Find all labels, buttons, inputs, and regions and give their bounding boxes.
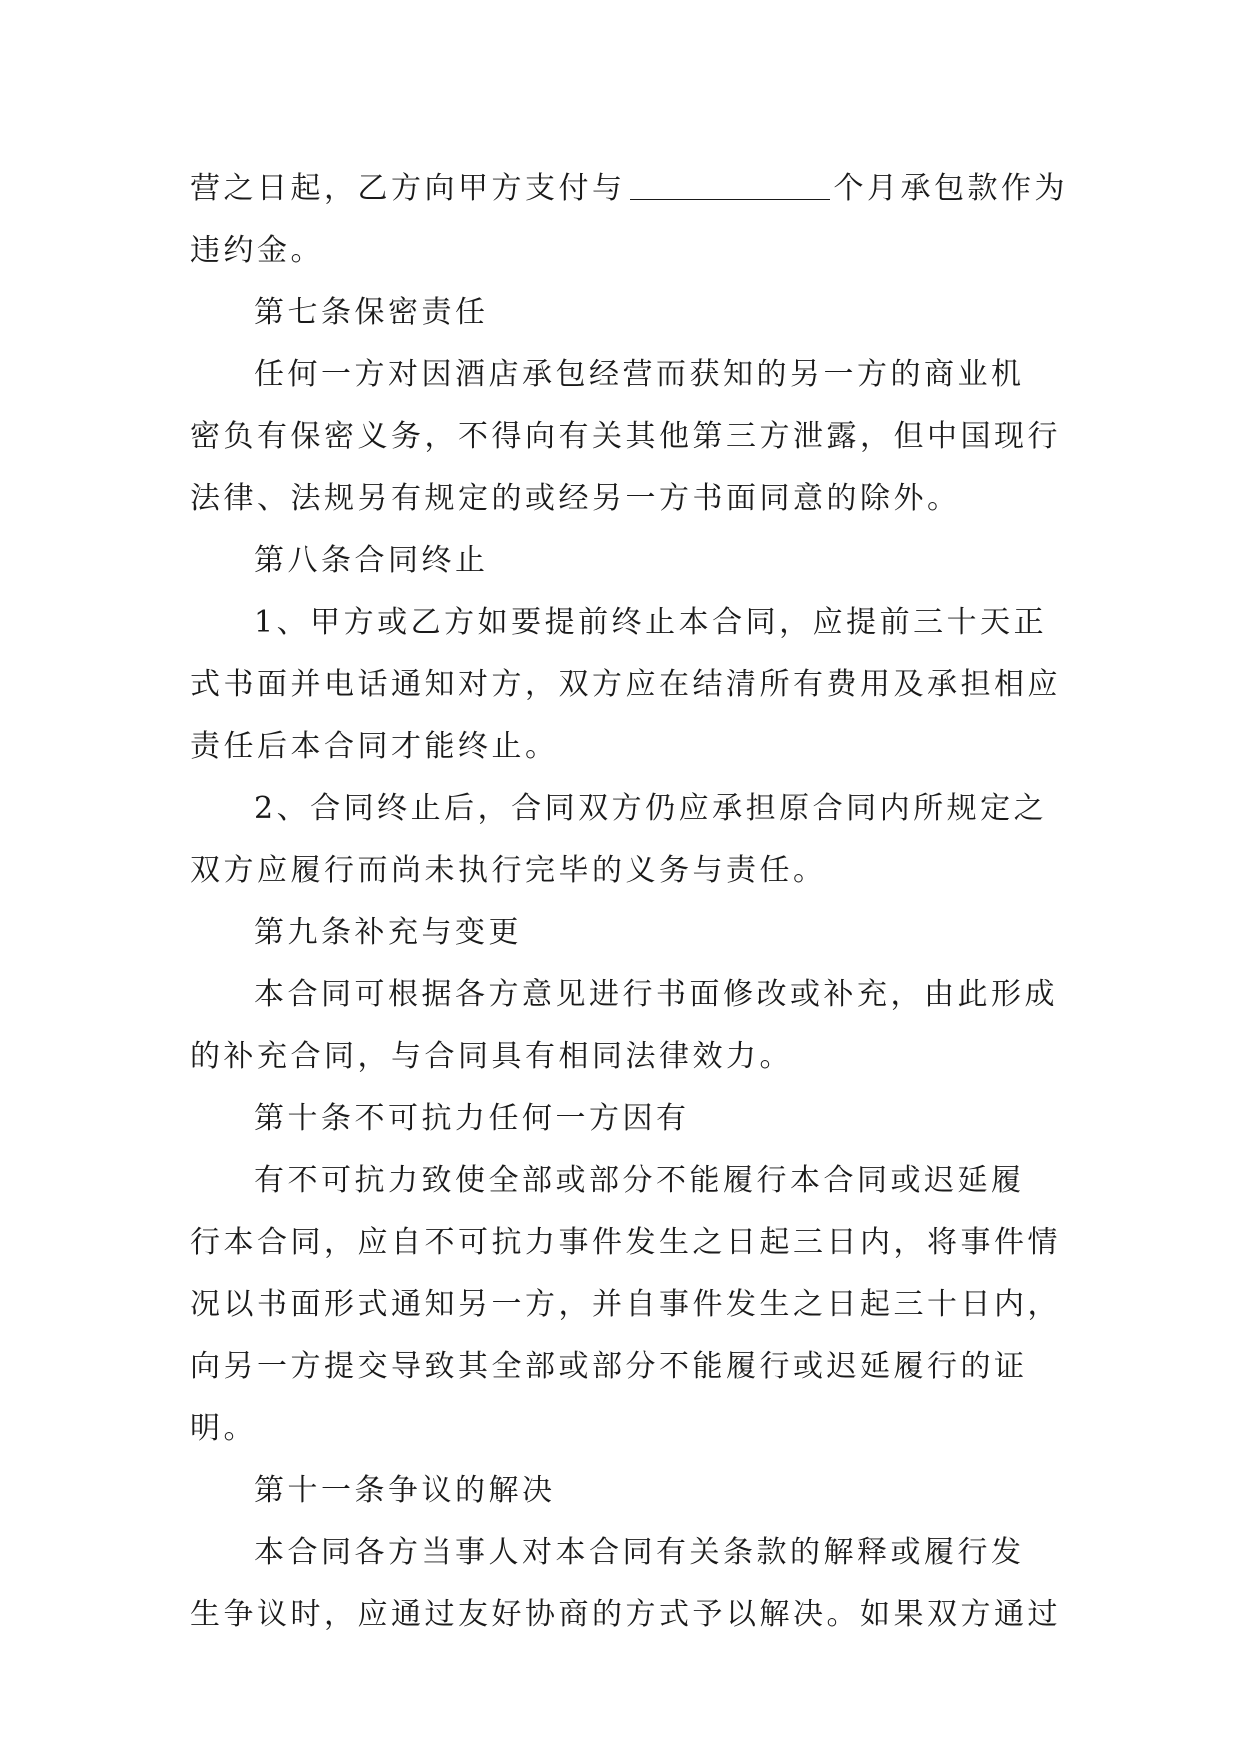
paragraph-line: 生争议时，应通过友好协商的方式予以解决。如果双方通过 <box>190 1597 1061 1632</box>
section-heading: 第七条保密责任 <box>254 295 489 330</box>
paragraph-line: 有不可抗力致使全部或部分不能履行本合同或迟延履 <box>254 1163 1025 1198</box>
paragraph-line: 本合同可根据各方意见进行书面修改或补充，由此形成 <box>254 977 1058 1012</box>
document-body <box>190 158 1068 1646</box>
section-heading: 第八条合同终止 <box>254 543 489 578</box>
fill-in-blank <box>630 175 830 200</box>
paragraph-line: 本合同各方当事人对本合同有关条款的解释或履行发 <box>254 1535 1025 1570</box>
paragraph-line: 2、合同终止后，合同双方仍应承担原合同内所规定之 <box>254 791 1048 826</box>
paragraph-line: 的补充合同，与合同具有相同法律效力。 <box>190 1039 793 1074</box>
paragraph-line: 法律、法规另有规定的或经另一方书面同意的除外。 <box>190 481 961 516</box>
paragraph-line: 密负有保密义务，不得向有关其他第三方泄露，但中国现行 <box>190 419 1061 454</box>
paragraph-line: 向另一方提交导致其全部或部分不能履行或迟延履行的证 <box>190 1349 1028 1384</box>
paragraph-line: 责任后本合同才能终止。 <box>190 729 559 764</box>
section-heading: 第十条不可抗力任何一方因有 <box>254 1101 690 1136</box>
text-span: 个月承包款作为 <box>833 171 1068 206</box>
paragraph-line: 违约金。 <box>190 233 324 268</box>
paragraph-line <box>190 158 1068 220</box>
paragraph-line: 1、甲方或乙方如要提前终止本合同，应提前三十天正 <box>254 605 1048 640</box>
text-span: 营之日起，乙方向甲方支付与 <box>190 171 626 206</box>
paragraph-line: 任何一方对因酒店承包经营而获知的另一方的商业机 <box>254 357 1025 392</box>
paragraph-line: 行本合同，应自不可抗力事件发生之日起三日内，将事件情 <box>190 1225 1061 1260</box>
section-heading: 第十一条争议的解决 <box>254 1473 556 1508</box>
paragraph-line: 况以书面形式通知另一方，并自事件发生之日起三十日内， <box>190 1287 1061 1322</box>
paragraph-line: 明。 <box>190 1411 257 1446</box>
paragraph-line: 式书面并电话通知对方，双方应在结清所有费用及承担相应 <box>190 667 1061 702</box>
section-heading: 第九条补充与变更 <box>254 915 522 950</box>
paragraph-line: 双方应履行而尚未执行完毕的义务与责任。 <box>190 853 827 888</box>
